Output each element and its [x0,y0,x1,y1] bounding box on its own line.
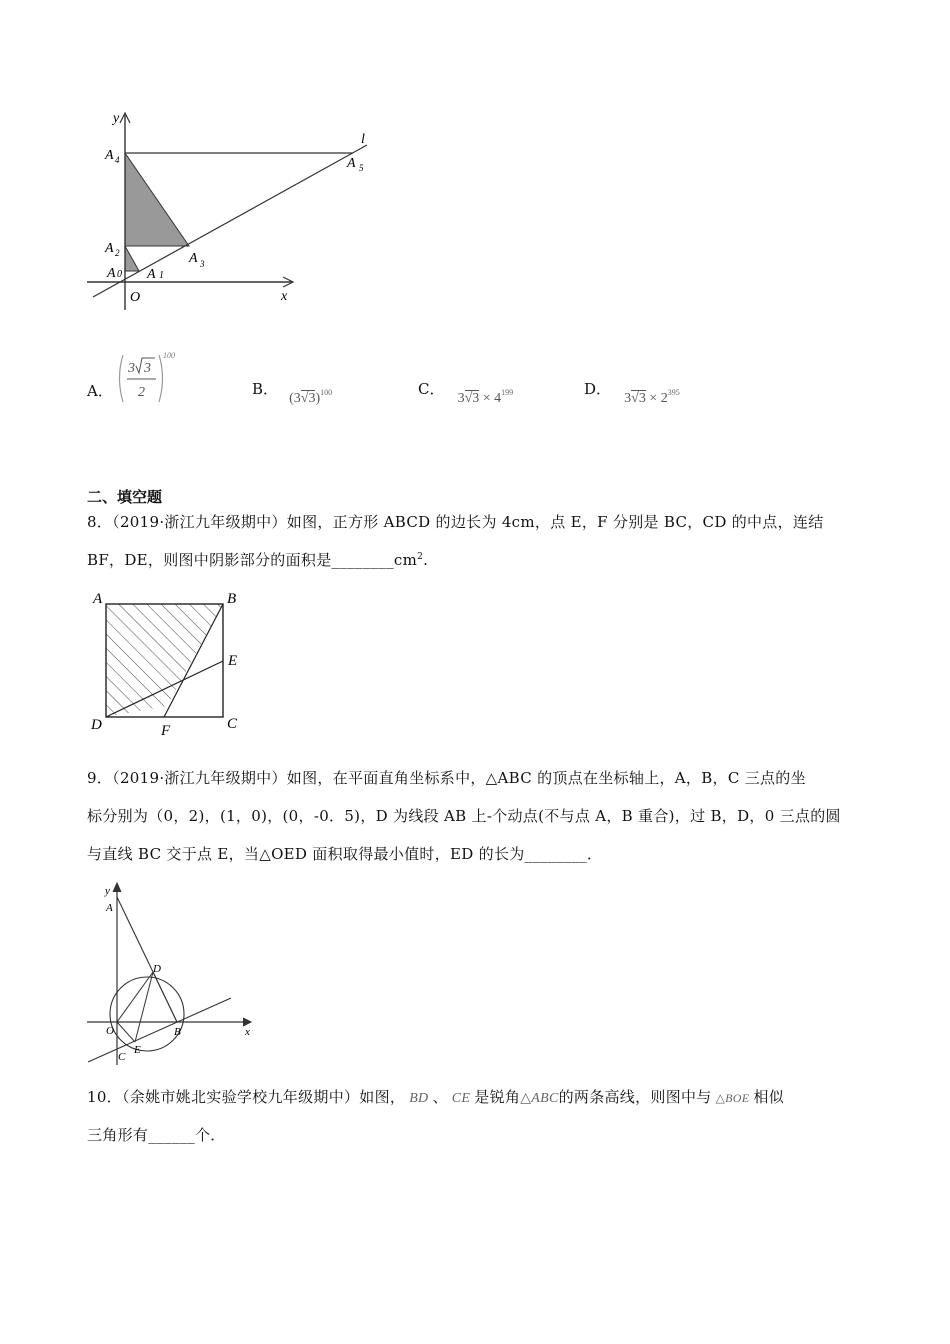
svg-text:100: 100 [163,351,175,360]
option-b-label: B． [252,380,279,398]
q10-line1: 10．（余姚市姚北实验学校九年级期中）如图， BD 、 CE 是锐角△ABC的两条高线，则图中与 △BOE 相似 [87,1088,784,1106]
shaded-triangle-a2a3a4 [125,153,189,246]
q9-line2: 标分别为（0，2)，(1，0)，(0，-0．5)，D 为线段 AB 上-个动点(不与点 A，B 重合)，过 B，D，0 三点的圆 [87,807,841,825]
q10-line2: 三角形有______个． [87,1126,226,1144]
option-c[interactable] [418,378,514,406]
svg-text:C: C [227,716,238,732]
label-y: y [113,111,120,126]
label-a2: A [105,241,114,256]
shaded-region [106,604,223,717]
shaded-triangle-a0a1a2 [125,246,139,271]
svg-text:E: E [228,653,238,669]
label-a0: A [107,266,116,281]
svg-text:A: A [93,591,103,607]
option-d-label: D． [584,380,612,398]
svg-text:2: 2 [115,248,120,258]
option-a-expression [113,350,193,410]
svg-text:C: C [118,1051,126,1063]
q8-line2: BF，DE，则图中阴影部分的面积是$\_\_\_\_\_\_\_\_cm^2$. [87,551,429,569]
option-c-label: C． [418,380,445,398]
svg-text:3: 3 [144,361,151,376]
svg-text:1: 1 [159,270,164,281]
svg-text:3: 3 [128,361,135,376]
label-x: x [281,289,288,304]
option-c-expression: $3√3 \times 4^{199}$ [457,388,514,406]
svg-text:B: B [174,1026,181,1038]
option-b[interactable] [252,378,333,406]
svg-text:5: 5 [359,163,364,173]
figure-sequence-triangles [85,105,385,315]
svg-text:D: D [153,963,161,975]
svg-text:4: 4 [115,155,120,165]
option-d-expression: $3√3 \times 2^{395}$ [624,388,680,406]
label-a1: A [147,267,156,282]
svg-text:3: 3 [200,259,205,269]
svg-text:x: x [245,1026,250,1038]
svg-text:D: D [91,717,102,733]
q8-line1: 8．（2019·浙江九年级期中）如图，正方形 ABCD 的边长为 4cm，点 E，F 分别是 BC，CD 的中点，连结 [87,513,824,531]
option-b-expression: $(3√3)^{100}$ [289,388,333,406]
label-l: l [361,132,365,147]
svg-text:2: 2 [138,385,145,400]
svg-text:O: O [106,1025,114,1037]
svg-text:y: y [105,885,110,897]
label-a3: A [189,251,198,266]
svg-text:0: 0 [117,269,122,280]
option-a-label: A． [87,382,113,400]
q9-line1: 9．（2019·浙江九年级期中）如图，在平面直角坐标系中，△ABC 的顶点在坐标轴上，A，B，C 三点的坐 [87,769,806,787]
svg-text:F: F [161,723,171,739]
svg-text:B: B [227,591,237,607]
svg-text:A: A [106,902,113,914]
section-title-fill-in: 二、填空题 [87,488,163,506]
label-o: O [130,290,141,305]
option-d[interactable] [584,378,680,406]
label-a5: A [347,156,356,171]
svg-text:E: E [134,1044,141,1056]
figure-square-abcd [85,585,255,740]
label-a4: A [105,148,114,163]
figure-coordinate-circle [85,880,260,1070]
q9-line3: 与直线 BC 交于点 E，当△OED 面积取得最小值时，ED 的长为________． [87,845,603,863]
